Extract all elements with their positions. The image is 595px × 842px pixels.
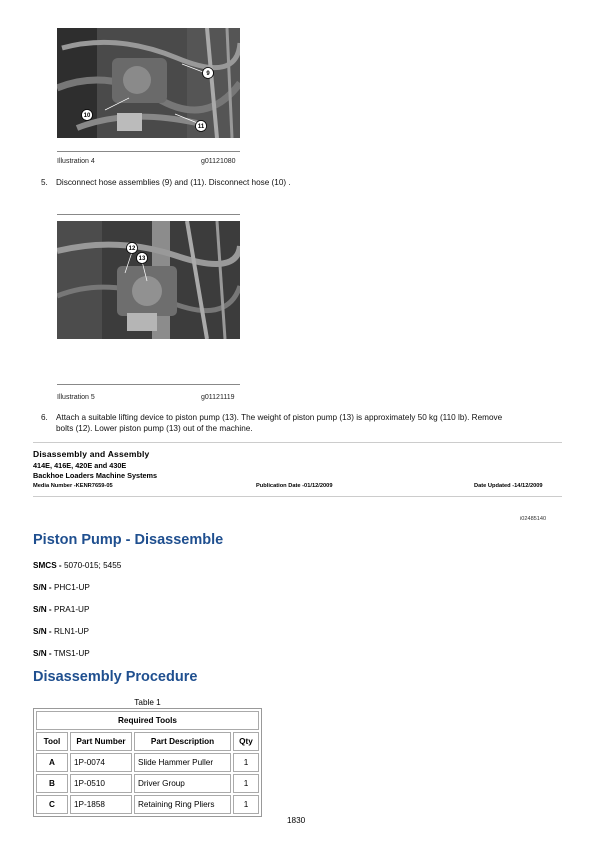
illustration-5-callouts	[57, 221, 240, 339]
svg-text:11: 11	[197, 124, 205, 131]
media-number: Media Number -KENR7659-05	[33, 483, 113, 489]
step-6-number: 6.	[41, 413, 48, 422]
section-title: Piston Pump - Disassemble	[33, 532, 224, 548]
serial-value: PRA1-UP	[53, 605, 90, 614]
required-tools-table	[33, 708, 262, 817]
callout-13	[137, 253, 148, 264]
table-header-row	[36, 732, 259, 751]
column-header: Part Description	[134, 732, 231, 751]
publication-date: Publication Date -01/12/2009	[256, 483, 333, 489]
illustration-4-label: Illustration 4	[57, 158, 95, 165]
serial-value: TMS1-UP	[53, 649, 90, 658]
step-6-text-line1: Attach a suitable lifting device to piston pump (13). The weight of piston pump (13) is approximately 50 kg (110 lb). Remove	[56, 413, 503, 422]
svg-text:13: 13	[138, 256, 146, 263]
smcs-value: 5070-015; 5455	[63, 561, 122, 570]
svg-text:9: 9	[206, 71, 210, 78]
part-description-cell: Driver Group	[134, 774, 231, 793]
illustration-4-rule	[57, 151, 240, 152]
column-header: Part Number	[70, 732, 132, 751]
smcs-line	[33, 561, 121, 570]
illustration-5-code: g01121119	[201, 394, 235, 401]
qty-cell: 1	[233, 753, 259, 772]
serial-line	[33, 649, 90, 658]
tool-cell: B	[36, 774, 68, 793]
header-divider	[33, 496, 562, 497]
document-header-title: Disassembly and Assembly	[33, 449, 150, 459]
illustration-4-code: g01121080	[201, 158, 236, 165]
serial-value: PHC1-UP	[53, 583, 90, 592]
section-divider	[33, 442, 562, 443]
illustration-5-rule	[57, 384, 240, 385]
document-header-models: 414E, 416E, 420E and 430E	[33, 461, 127, 470]
qty-cell: 1	[233, 795, 259, 814]
step-5	[41, 178, 291, 189]
serial-value: RLN1-UP	[53, 627, 89, 636]
part-number-cell: 1P-1858	[70, 795, 132, 814]
serial-label: S/N -	[33, 583, 52, 592]
table-caption: Table 1	[134, 698, 161, 707]
qty-cell: 1	[233, 774, 259, 793]
serial-line	[33, 583, 90, 592]
step-6-text-line2: bolts (12). Lower piston pump (13) out of the machine.	[56, 423, 253, 433]
table-title-row	[36, 711, 259, 730]
page-number: 1830	[287, 816, 306, 825]
procedure-title: Disassembly Procedure	[33, 669, 198, 685]
table-row	[36, 795, 259, 814]
illustration-4-callouts	[57, 28, 240, 138]
illustration-5-label: Illustration 5	[57, 394, 95, 401]
serial-label: S/N -	[33, 627, 52, 636]
part-description-cell: Slide Hammer Puller	[134, 753, 231, 772]
svg-text:12: 12	[128, 246, 136, 253]
serial-label: S/N -	[33, 605, 52, 614]
step-6	[41, 413, 561, 434]
smcs-label: SMCS -	[33, 561, 62, 570]
serial-line	[33, 605, 89, 614]
date-updated: Date Updated -14/12/2009	[474, 483, 543, 489]
callout-11	[196, 121, 207, 132]
part-description-cell: Retaining Ring Pliers	[134, 795, 231, 814]
table-row	[36, 774, 259, 793]
callout-9	[203, 68, 214, 79]
column-header: Tool	[36, 732, 68, 751]
step-5-number: 5.	[41, 178, 48, 187]
callout-12	[127, 243, 138, 254]
serial-label: S/N -	[33, 649, 52, 658]
table-title: Required Tools	[36, 711, 259, 730]
tool-cell: A	[36, 753, 68, 772]
tool-cell: C	[36, 795, 68, 814]
step-5-text: Disconnect hose assemblies (9) and (11). Disconnect hose (10) .	[56, 178, 291, 187]
callout-10	[82, 110, 93, 121]
part-number-cell: 1P-0074	[70, 753, 132, 772]
svg-text:10: 10	[83, 113, 91, 120]
table-row	[36, 753, 259, 772]
document-id: i02485140	[520, 516, 547, 522]
part-number-cell: 1P-0510	[70, 774, 132, 793]
document-header-systems: Backhoe Loaders Machine Systems	[33, 471, 158, 480]
serial-line	[33, 627, 89, 636]
illustration-5-top-rule	[57, 214, 240, 215]
column-header: Qty	[233, 732, 259, 751]
